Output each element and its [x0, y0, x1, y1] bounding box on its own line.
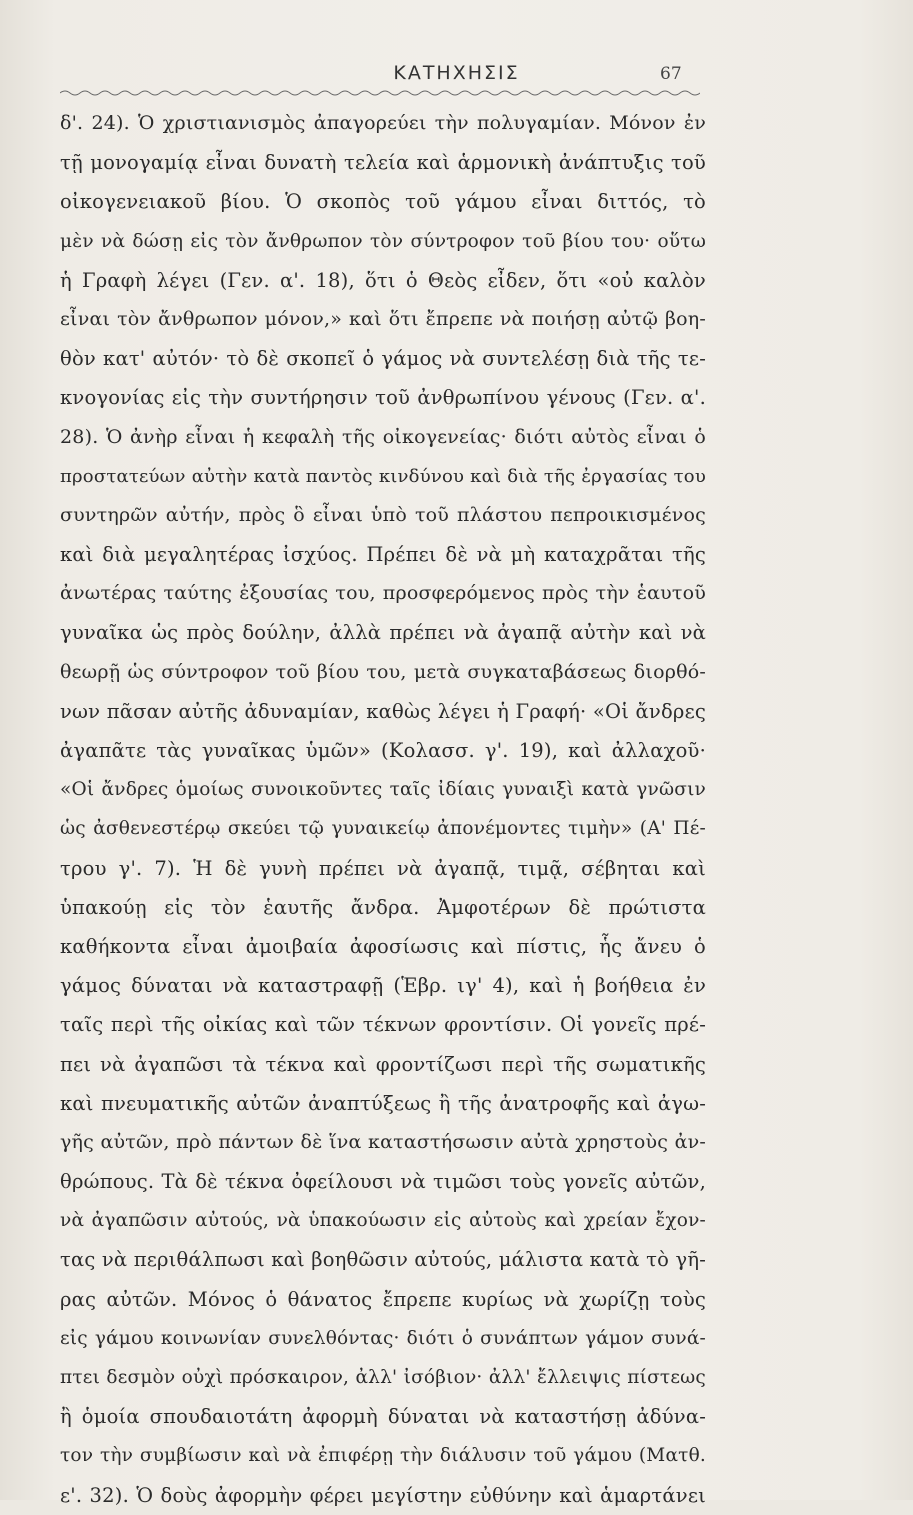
text-line: δ'. 24). Ὁ χριστιανισμὸς ἀπαγορεύει τὴν πολυγαμίαν. Μόνον ἐν — [60, 112, 706, 134]
text-line: καὶ διὰ μεγαλητέρας ἰσχύος. Πρέπει δὲ νὰ μὴ καταχρᾶται τῆς — [60, 543, 706, 567]
text-line: γυναῖκα ὡς πρὸς δούλην, ἀλλὰ πρέπει νὰ ἀγαπᾷ αὐτὴν καὶ νὰ — [60, 621, 706, 645]
text-line: οἰκογενειακοῦ βίου. Ὁ σκοπὸς τοῦ γάμου εἶναι διττός, τὸ — [60, 190, 706, 214]
text-line: θὸν κατ' αὐτόν· τὸ δὲ σκοπεῖ ὁ γάμος νὰ συντελέσῃ διὰ τῆς τε- — [60, 347, 706, 371]
text-line: νων πᾶσαν αὐτῆς ἀδυναμίαν, καθὼς λέγει ἡ Γραφή· «Οἱ ἄνδρες — [60, 699, 706, 723]
body-text — [60, 104, 706, 1515]
text-line: τας νὰ περιθάλπωσι καὶ βοηθῶσιν αὐτούς, μάλιστα κατὰ τὸ γῆ- — [60, 1248, 707, 1272]
text-line: γῆς αὐτῶν, πρὸ πάντων δὲ ἵνα καταστήσωσιν αὐτὰ χρηστοὺς ἀν- — [60, 1130, 706, 1153]
text-line: καθήκοντα εἶναι ἀμοιβαία ἀφοσίωσις καὶ πίστις, ἧς ἄνευ ὁ — [60, 934, 706, 958]
text-line: καὶ πνευματικῆς αὐτῶν ἀναπτύξεως ἢ τῆς ἀνατροφῆς καὶ ἀγω- — [60, 1091, 706, 1115]
text-line: πτει δεσμὸν οὐχὶ πρόσκαιρον, ἀλλ' ἰσόβιον· ἀλλ' ἔλλειψις πίστεως — [60, 1367, 706, 1388]
text-line: ἡ Γραφὴ λέγει (Γεν. α'. 18), ὅτι ὁ Θεὸς εἶδεν, ὅτι «οὐ καλὸν — [60, 268, 706, 292]
text-line: ταῖς περὶ τῆς οἰκίας καὶ τῶν τέκνων φροντίσιν. Οἱ γονεῖς πρέ- — [60, 1013, 706, 1037]
text-line: ρας αὐτῶν. Μόνος ὁ θάνατος ἔπρεπε κυρίως νὰ χωρίζῃ τοὺς — [60, 1287, 706, 1311]
text-line: γάμος δύναται νὰ καταστραφῇ (Ἑβρ. ιγ' 4), καὶ ἡ βοήθεια ἐν — [60, 974, 706, 998]
text-line: θεωρῇ ὡς σύντροφον τοῦ βίου του, μετὰ συγκαταβάσεως διορθό- — [60, 660, 706, 683]
text-line: κνογονίας εἰς τὴν συντήρησιν τοῦ ἀνθρωπίνου γένους (Γεν. α'. — [60, 386, 706, 410]
running-title: ΚΑΤΗΧΗΣΙΣ — [393, 62, 520, 84]
text-line: εἰς γάμου κοινωνίαν συνελθόντας· διότι ὁ συνάπτων γάμον συνά- — [60, 1327, 706, 1349]
text-line: ἀνωτέρας ταύτης ἐξουσίας του, προσφερόμενος πρὸς τὴν ἑαυτοῦ — [60, 582, 706, 605]
text-line: ἀγαπᾶτε τὰς γυναῖκας ὑμῶν» (Κολασσ. γ'. 19), καὶ ἀλλαχοῦ· — [60, 739, 706, 762]
text-line: θρώπους. Τὰ δὲ τέκνα ὀφείλουσι νὰ τιμῶσι τοὺς γονεῖς αὐτῶν, — [60, 1170, 706, 1194]
text-line: τῇ μονογαμίᾳ εἶναι δυνατὴ τελεία καὶ ἁρμονικὴ ἀνάπτυξις τοῦ — [60, 151, 706, 175]
text-line: «Οἱ ἄνδρες ὁμοίως συνοικοῦντες ταῖς ἰδίαις γυναιξὶ κατὰ γνῶσιν — [60, 779, 706, 801]
header-ornamental-rule — [60, 88, 700, 98]
text-line: ὑπακούῃ εἰς τὸν ἑαυτῆς ἄνδρα. Ἀμφοτέρων δὲ πρώτιστα — [60, 895, 706, 919]
text-line: συντηρῶν αὐτήν, πρὸς ὃ εἶναι ὑπὸ τοῦ πλάστου πεπροικισμένος — [60, 503, 706, 526]
text-line: πει νὰ ἀγαπῶσι τὰ τέκνα καὶ φροντίζωσι περὶ τῆς σωματικῆς — [60, 1052, 706, 1076]
text-line: ἢ ὁμοία σπουδαιοτάτη ἀφορμὴ δύναται νὰ καταστήσῃ ἀδύνα- — [60, 1405, 706, 1429]
text-line: εἶναι τὸν ἄνθρωπον μόνον,» καὶ ὅτι ἔπρεπε νὰ ποιήσῃ αὐτῷ βοη- — [60, 307, 706, 330]
text-line: ὡς ἀσθενεστέρῳ σκεύει τῷ γυναικείῳ ἀπονέμοντες τιμὴν» (Α' Πέ- — [60, 818, 706, 840]
text-line: μὲν νὰ δώσῃ εἰς τὸν ἄνθρωπον τὸν σύντροφον τοῦ βίου του· οὕτω — [60, 230, 706, 252]
text-line: 28). Ὁ ἀνὴρ εἶναι ἡ κεφαλὴ τῆς οἰκογενείας· διότι αὐτὸς εἶναι ὁ — [60, 425, 706, 448]
text-line: ε'. 32). Ὁ δοὺς ἀφορμὴν φέρει μεγίστην εὐθύνην καὶ ἁμαρτάνει — [60, 1483, 706, 1507]
text-line: νὰ ἀγαπῶσιν αὐτούς, νὰ ὑπακούωσιν εἰς αὐτοὺς καὶ χρείαν ἔχον- — [60, 1210, 706, 1232]
text-line: τον τὴν συμβίωσιν καὶ νὰ ἐπιφέρῃ τὴν διάλυσιν τοῦ γάμου (Ματθ. — [60, 1445, 706, 1467]
text-line: τρου γ'. 7). Ἡ δὲ γυνὴ πρέπει νὰ ἀγαπᾷ, τιμᾷ, σέβηται καὶ — [60, 856, 706, 880]
text-line: προστατεύων αὐτὴν κατὰ παντὸς κινδύνου καὶ διὰ τῆς ἐργασίας του — [60, 465, 706, 487]
page-number: 67 — [660, 64, 682, 84]
